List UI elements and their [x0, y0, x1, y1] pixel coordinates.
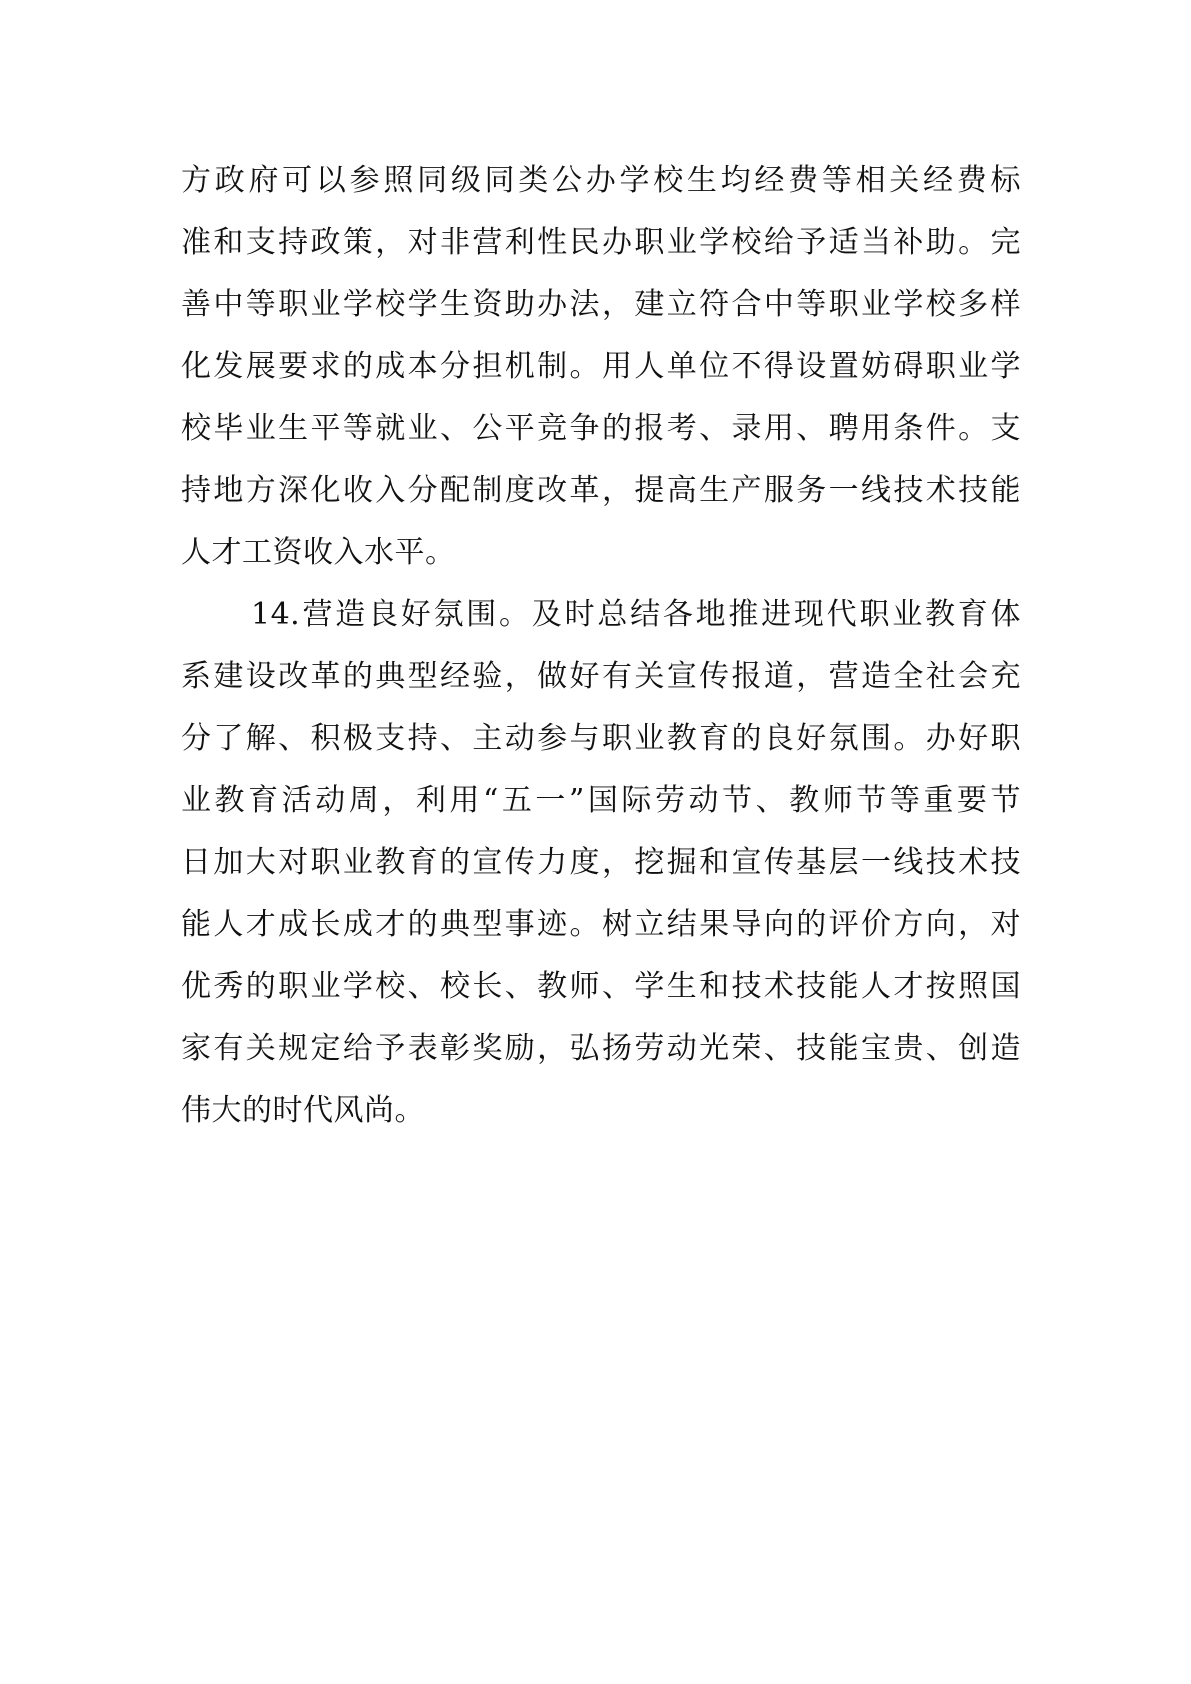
text-line: 家有关规定给予表彰奖励，弘扬劳动光荣、技能宝贵、创造: [181, 1031, 1021, 1066]
paragraph-14: [181, 584, 1021, 1142]
paragraph-continued: [181, 150, 1021, 584]
text-line: 善中等职业学校学生资助办法，建立符合中等职业学校多样: [181, 287, 1021, 322]
text-line: 校毕业生平等就业、公平竞争的报考、录用、聘用条件。支: [181, 411, 1021, 446]
text-line: 化发展要求的成本分担机制。用人单位不得设置妨碍职业学: [181, 349, 1021, 384]
text-line: 方政府可以参照同级同类公办学校生均经费等相关经费标: [181, 163, 1021, 198]
text-line: 人才工资收入水平。: [181, 535, 456, 570]
text-line: 日加大对职业教育的宣传力度，挖掘和宣传基层一线技术技: [181, 845, 1021, 880]
text-line: 持地方深化收入分配制度改革，提高生产服务一线技术技能: [181, 473, 1021, 508]
text-line: 能人才成长成才的典型事迹。树立结果导向的评价方向，对: [181, 907, 1021, 942]
text-line: 伟大的时代风尚。: [181, 1093, 425, 1128]
text-line: 业教育活动周，利用“五一”国际劳动节、教师节等重要节: [181, 783, 1021, 818]
text-line: 分了解、积极支持、主动参与职业教育的良好氛围。办好职: [181, 721, 1021, 756]
text-line: 准和支持政策，对非营利性民办职业学校给予适当补助。完: [181, 225, 1021, 260]
paragraph-heading-line: 14.营造良好氛围。及时总结各地推进现代职业教育体: [251, 597, 1021, 632]
text-line: 系建设改革的典型经验，做好有关宣传报道，营造全社会充: [181, 659, 1021, 694]
text-line: 优秀的职业学校、校长、教师、学生和技术技能人才按照国: [181, 969, 1021, 1004]
